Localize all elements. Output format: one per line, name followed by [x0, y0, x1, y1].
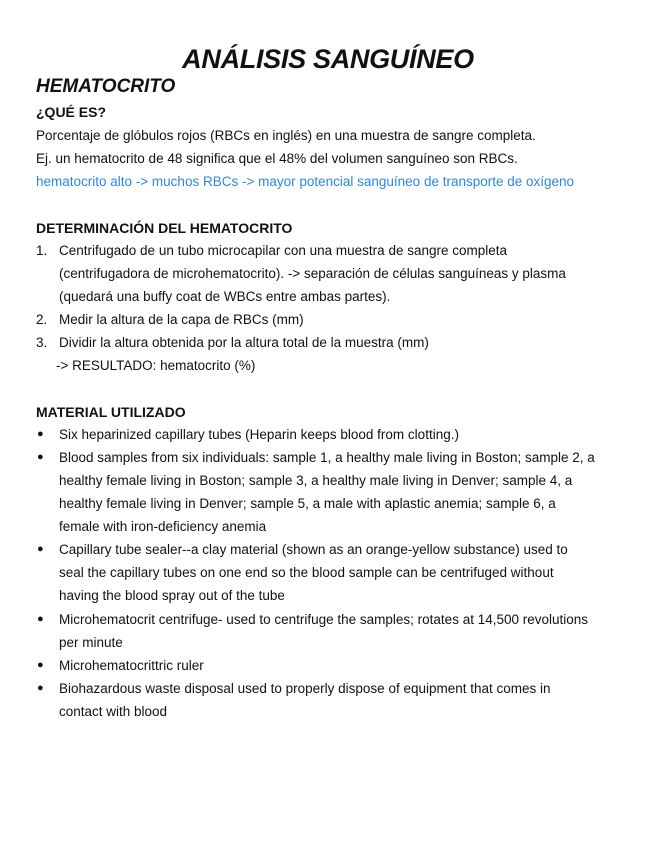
step-line: (quedará una buffy coat de WBCs entre ambas partes). [59, 289, 391, 304]
list-item-line: having the blood spray out of the tube [59, 588, 285, 603]
que-es-line: Ej. un hematocrito de 48 significa que el 48% del volumen sanguíneo son RBCs. [36, 151, 518, 166]
list-item-line: Microhematocrit centrifuge- used to centrifuge the samples; rotates at 14,500 revolutions [59, 612, 589, 627]
list-item-line: Six heparinized capillary tubes (Heparin keeps blood from clotting.) [59, 427, 459, 442]
step-text [59, 331, 631, 354]
list-item-line: healthy female living in Denver; sample 5, a male with aplastic anemia; sample 6, a [59, 496, 556, 511]
result-line: -> RESULTADO: hematocrito (%) [56, 358, 256, 373]
list-item [59, 446, 631, 538]
list-item-line: Microhematocrittric ruler [59, 658, 204, 673]
bullet-icon: ● [37, 613, 44, 625]
step-number: 1. [36, 243, 48, 258]
list-item-line: contact with blood [59, 704, 168, 719]
step-line: Medir la altura de la capa de RBCs (mm) [59, 312, 304, 327]
bullet-icon: ● [37, 659, 44, 671]
list-item-line: Blood samples from six individuals: sample 1, a healthy male living in Boston; sample 2, a [59, 450, 595, 465]
material-heading: MATERIAL UTILIZADO [36, 404, 186, 420]
step-number: 3. [36, 335, 48, 350]
step-text [59, 308, 631, 331]
list-item [59, 677, 631, 723]
list-item [59, 654, 631, 677]
step-line: (centrifugadora de microhematocrito). -> separación de células sanguíneas y plasma [59, 266, 566, 281]
page-title: ANÁLISIS SANGUÍNEO [182, 44, 474, 74]
que-es-line: Porcentaje de glóbulos rojos (RBCs en inglés) en una muestra de sangre completa. [36, 128, 536, 143]
bullet-icon: ● [37, 428, 44, 440]
list-item-line: Biohazardous waste disposal used to properly dispose of equipment that comes in [59, 681, 551, 696]
step-line: Centrifugado de un tubo microcapilar con una muestra de sangre completa [59, 243, 508, 258]
highlight-note: hematocrito alto -> muchos RBCs -> mayor potencial sanguíneo de transporte de oxígeno [36, 174, 575, 189]
list-item-line: Capillary tube sealer--a clay material (shown as an orange-yellow substance) used to [59, 542, 568, 557]
bullet-icon: ● [37, 543, 44, 555]
list-item [59, 538, 631, 607]
que-es-heading: ¿QUÉ ES? [36, 104, 107, 120]
bullet-icon: ● [37, 682, 44, 694]
step-number: 2. [36, 312, 48, 327]
list-item-line: healthy female living in Boston; sample 3, a healthy male living in Denver; sample 4, a [59, 473, 573, 488]
list-item-line: per minute [59, 635, 123, 650]
list-item-line: seal the capillary tubes on one end so the blood sample can be centrifuged without [59, 565, 554, 580]
determinacion-heading: DETERMINACIÓN DEL HEMATOCRITO [36, 220, 293, 236]
section-subtitle: HEMATOCRITO [36, 76, 176, 97]
step-line: Dividir la altura obtenida por la altura total de la muestra (mm) [59, 335, 429, 350]
step-text [59, 239, 631, 308]
list-item [59, 608, 631, 654]
bullet-icon: ● [37, 451, 44, 463]
list-item-line: female with iron-deficiency anemia [59, 519, 267, 534]
list-item [59, 423, 631, 446]
